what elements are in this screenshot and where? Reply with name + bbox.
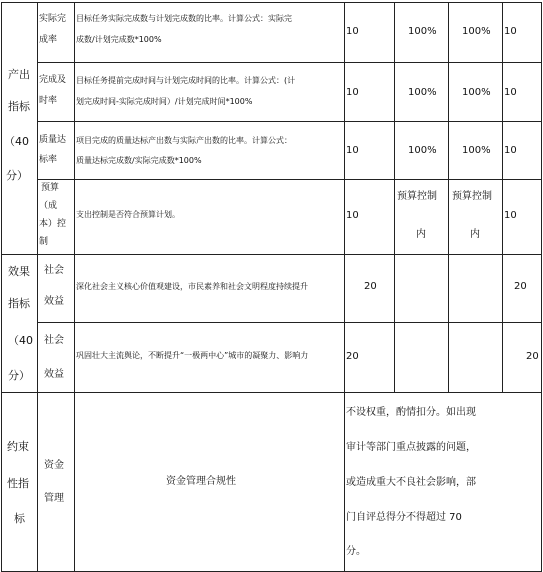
weight-value: 20 — [346, 351, 359, 362]
indicator-description: 成数/计划完成数*100% — [76, 35, 162, 44]
category-label: 指标 — [8, 297, 30, 310]
indicator-name: 时率 — [39, 96, 58, 106]
target-value: 内 — [416, 229, 426, 240]
scoring-note: 门自评总得分不得超过 70 — [346, 512, 462, 523]
scoring-note: 审计等部门重点披露的问题， — [346, 442, 476, 453]
indicator-name: 社会 — [44, 265, 64, 276]
indicator-description: 质量达标完成数/实际完成数*100% — [76, 156, 202, 165]
score-value: 10 — [504, 26, 517, 37]
actual-value: 100% — [462, 145, 491, 156]
actual-value: 100% — [462, 87, 491, 98]
indicator-name: 完成及 — [39, 75, 67, 85]
weight-value: 10 — [346, 26, 359, 37]
category-label: 标 — [14, 512, 25, 525]
weight-value: 10 — [346, 87, 359, 98]
indicator-description: 划完成时间-实际完成时间）/计划完成时间*100% — [76, 97, 253, 106]
score-value: 10 — [504, 145, 517, 156]
indicator-name: 效益 — [44, 296, 64, 307]
indicator-name: 效益 — [44, 369, 64, 380]
indicator-name: （成 — [39, 201, 58, 211]
indicator-description: 目标任务实际完成数与计划完成数的比率。计算公式：实际完 — [76, 14, 292, 23]
category-weight: （40 — [8, 334, 33, 347]
indicator-description: 资金管理合规性 — [166, 476, 236, 487]
weight-value: 10 — [346, 145, 359, 156]
indicator-description: 支出控制是否符合预算计划。 — [76, 210, 180, 219]
indicator-description: 项目完成的质量达标产出数与实际产出数的比率。计算公式： — [76, 136, 292, 145]
indicator-name: 成率 — [39, 35, 58, 45]
actual-value: 100% — [462, 26, 491, 37]
scoring-note: 或造成重大不良社会影响，部 — [346, 477, 476, 488]
actual-value: 内 — [470, 229, 480, 240]
score-value: 20 — [514, 281, 527, 292]
indicator-description: 深化社会主义核心价值观建设，市民素养和社会文明程度持续提升 — [76, 282, 308, 291]
indicator-name: 实际完 — [39, 14, 67, 24]
weight-value: 20 — [364, 281, 377, 292]
category-label: 产出 — [8, 68, 30, 81]
score-value: 20 — [526, 351, 539, 362]
category-weight: 分） — [8, 369, 30, 382]
score-value: 10 — [504, 210, 517, 221]
target-value: 100% — [408, 26, 437, 37]
category-weight: （40 — [4, 135, 29, 148]
indicator-name: 预算 — [41, 183, 60, 193]
category-weight: 分） — [6, 169, 28, 182]
category-label: 效果 — [8, 265, 30, 278]
target-value: 100% — [408, 87, 437, 98]
indicator-name: 本）控 — [39, 219, 67, 229]
indicator-name: 质量达 — [39, 135, 67, 145]
target-value: 100% — [408, 145, 437, 156]
actual-value: 预算控制 — [452, 191, 492, 202]
category-label: 约束 — [7, 440, 29, 453]
indicator-name: 标率 — [39, 155, 58, 165]
indicator-name: 资金 — [44, 460, 64, 471]
target-value: 预算控制 — [397, 191, 437, 202]
scoring-note: 分。 — [346, 546, 366, 557]
score-value: 10 — [504, 87, 517, 98]
indicator-description: 目标任务提前完成时间与计划完成时间的比率。计算公式：(计 — [76, 76, 296, 85]
category-label: 性指 — [7, 477, 29, 490]
weight-value: 10 — [346, 210, 359, 221]
indicator-description: 巩固壮大主流舆论，不断提升“一极两中心”城市的凝聚力、影响力 — [76, 351, 309, 360]
category-label: 指标 — [8, 100, 30, 113]
indicator-name: 社会 — [44, 335, 64, 346]
indicator-name: 制 — [39, 237, 49, 247]
indicator-name: 管理 — [44, 493, 64, 504]
scoring-note: 不设权重，酌情扣分。如出现 — [346, 407, 476, 418]
